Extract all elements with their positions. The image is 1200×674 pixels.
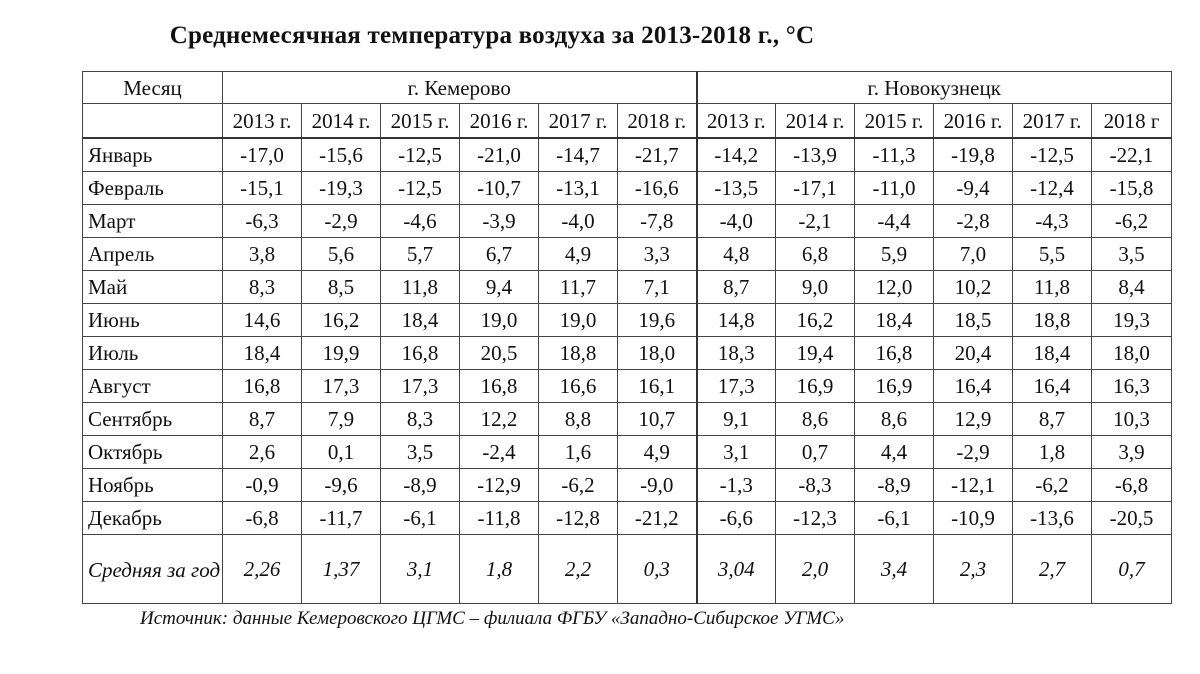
temperature-cell: -4,6 [381, 205, 460, 238]
temperature-cell: 7,1 [618, 271, 697, 304]
temperature-cell: -2,8 [934, 205, 1013, 238]
temperature-cell: 3,5 [381, 436, 460, 469]
temperature-cell: -6,2 [1092, 205, 1172, 238]
temperature-cell: 17,3 [697, 370, 776, 403]
temperature-cell: 7,0 [934, 238, 1013, 271]
temperature-cell: -7,8 [618, 205, 697, 238]
temperature-cell: 19,0 [460, 304, 539, 337]
temperature-cell: 17,3 [381, 370, 460, 403]
temperature-cell: -9,6 [302, 469, 381, 502]
table-row [83, 337, 1172, 370]
temperature-cell: 16,8 [223, 370, 302, 403]
average-value-cell: 2,26 [223, 535, 302, 604]
month-cell: Январь [83, 138, 223, 172]
header-row-cities [83, 72, 1172, 104]
temperature-cell: -15,6 [302, 138, 381, 172]
temperature-cell: -13,9 [776, 138, 855, 172]
temperature-cell: 19,9 [302, 337, 381, 370]
temperature-cell: 9,1 [697, 403, 776, 436]
temperature-cell: 11,7 [539, 271, 618, 304]
temperature-cell: -9,4 [934, 172, 1013, 205]
header-row-years [83, 104, 1172, 139]
temperature-cell: -12,3 [776, 502, 855, 535]
temperature-cell: -2,9 [934, 436, 1013, 469]
month-cell: Апрель [83, 238, 223, 271]
temperature-cell: -9,0 [618, 469, 697, 502]
temperature-cell: 18,0 [1092, 337, 1172, 370]
city-header-novokuznetsk: г. Новокузнецк [697, 72, 1172, 104]
temperature-cell: 1,8 [1013, 436, 1092, 469]
temperature-cell: 1,6 [539, 436, 618, 469]
temperature-cell: -4,3 [1013, 205, 1092, 238]
year-header: 2014 г. [776, 104, 855, 139]
temperature-cell: 17,3 [302, 370, 381, 403]
temperature-table [82, 71, 1172, 604]
temperature-cell: -6,8 [223, 502, 302, 535]
average-value-cell: 0,7 [1092, 535, 1172, 604]
temperature-cell: 14,6 [223, 304, 302, 337]
temperature-cell: 11,8 [1013, 271, 1092, 304]
temperature-cell: 14,8 [697, 304, 776, 337]
temperature-cell: 18,5 [934, 304, 1013, 337]
temperature-cell: 12,2 [460, 403, 539, 436]
temperature-cell: -22,1 [1092, 138, 1172, 172]
temperature-cell: 3,5 [1092, 238, 1172, 271]
temperature-cell: 8,7 [697, 271, 776, 304]
table-row [83, 436, 1172, 469]
temperature-cell: -12,1 [934, 469, 1013, 502]
temperature-cell: 4,4 [855, 436, 934, 469]
temperature-cell: 8,3 [381, 403, 460, 436]
temperature-cell: -19,3 [302, 172, 381, 205]
temperature-cell: 16,8 [855, 337, 934, 370]
temperature-cell: 16,6 [539, 370, 618, 403]
table-row [83, 138, 1172, 172]
month-cell: Май [83, 271, 223, 304]
temperature-cell: 4,9 [539, 238, 618, 271]
table-row [83, 469, 1172, 502]
temperature-cell: -14,2 [697, 138, 776, 172]
temperature-cell: 5,5 [1013, 238, 1092, 271]
average-label-cell: Средняя за год [83, 535, 223, 604]
temperature-cell: 3,1 [697, 436, 776, 469]
average-value-cell: 3,1 [381, 535, 460, 604]
temperature-cell: 10,3 [1092, 403, 1172, 436]
table-row [83, 271, 1172, 304]
month-cell: Ноябрь [83, 469, 223, 502]
temperature-cell: -8,9 [381, 469, 460, 502]
temperature-cell: 4,9 [618, 436, 697, 469]
temperature-cell: 19,4 [776, 337, 855, 370]
year-header: 2015 г. [855, 104, 934, 139]
temperature-cell: 6,7 [460, 238, 539, 271]
table-row [83, 403, 1172, 436]
temperature-cell: -6,3 [223, 205, 302, 238]
temperature-cell: -8,3 [776, 469, 855, 502]
average-value-cell: 3,4 [855, 535, 934, 604]
month-cell: Декабрь [83, 502, 223, 535]
table-row [83, 370, 1172, 403]
temperature-cell: -15,1 [223, 172, 302, 205]
table-title-text: Среднемесячная температура воздуха за 2013-2018 г., °С [169, 22, 815, 49]
temperature-cell: 11,8 [381, 271, 460, 304]
temperature-cell: 16,9 [855, 370, 934, 403]
month-cell: Август [83, 370, 223, 403]
temperature-cell: -17,1 [776, 172, 855, 205]
year-header: 2016 г. [934, 104, 1013, 139]
temperature-cell: 19,6 [618, 304, 697, 337]
temperature-cell: -6,2 [539, 469, 618, 502]
temperature-cell: 6,8 [776, 238, 855, 271]
temperature-cell: 8,7 [223, 403, 302, 436]
month-cell: Июль [83, 337, 223, 370]
source-note: Источник: данные Кемеровского ЦГМС – филиала ФГБУ «Западно-Сибирское УГМС» [140, 608, 845, 629]
temperature-cell: 18,8 [539, 337, 618, 370]
average-value-cell: 0,3 [618, 535, 697, 604]
average-value-cell: 2,7 [1013, 535, 1092, 604]
table-row [83, 172, 1172, 205]
year-header: 2013 г. [223, 104, 302, 139]
temperature-cell: 8,7 [1013, 403, 1092, 436]
year-header: 2015 г. [381, 104, 460, 139]
table-title [0, 22, 1200, 50]
average-value-cell: 2,0 [776, 535, 855, 604]
temperature-cell: 16,2 [776, 304, 855, 337]
average-value-cell: 1,37 [302, 535, 381, 604]
temperature-cell: -13,1 [539, 172, 618, 205]
temperature-cell: 16,3 [1092, 370, 1172, 403]
temperature-cell: -2,4 [460, 436, 539, 469]
year-header: 2018 г. [618, 104, 697, 139]
temperature-cell: 3,9 [1092, 436, 1172, 469]
temperature-cell: -10,9 [934, 502, 1013, 535]
city-header-kemerovo: г. Кемерово [223, 72, 697, 104]
table-row [83, 238, 1172, 271]
temperature-cell: -13,5 [697, 172, 776, 205]
temperature-cell: -11,8 [460, 502, 539, 535]
temperature-cell: 8,8 [539, 403, 618, 436]
temperature-cell: 12,0 [855, 271, 934, 304]
month-cell: Февраль [83, 172, 223, 205]
temperature-cell: 20,5 [460, 337, 539, 370]
temperature-cell: 5,7 [381, 238, 460, 271]
temperature-cell: 18,3 [697, 337, 776, 370]
average-row [83, 535, 1172, 604]
temperature-cell: -12,5 [381, 138, 460, 172]
temperature-cell: 18,0 [618, 337, 697, 370]
temperature-cell: 4,8 [697, 238, 776, 271]
temperature-cell: 16,4 [934, 370, 1013, 403]
month-cell: Июнь [83, 304, 223, 337]
temperature-cell: 18,4 [1013, 337, 1092, 370]
month-cell: Сентябрь [83, 403, 223, 436]
temperature-cell: -2,1 [776, 205, 855, 238]
year-header: 2014 г. [302, 104, 381, 139]
temperature-cell: 8,4 [1092, 271, 1172, 304]
year-header: 2016 г. [460, 104, 539, 139]
temperature-cell: 8,6 [776, 403, 855, 436]
year-header: 2013 г. [697, 104, 776, 139]
table-row [83, 502, 1172, 535]
temperature-cell: -10,7 [460, 172, 539, 205]
temperature-cell: -12,8 [539, 502, 618, 535]
temperature-cell: 5,6 [302, 238, 381, 271]
table-row [83, 304, 1172, 337]
temperature-cell: -4,4 [855, 205, 934, 238]
temperature-cell: -16,6 [618, 172, 697, 205]
temperature-cell: 12,9 [934, 403, 1013, 436]
temperature-cell: -19,8 [934, 138, 1013, 172]
average-value-cell: 2,3 [934, 535, 1013, 604]
temperature-cell: 18,4 [381, 304, 460, 337]
temperature-cell: 16,4 [1013, 370, 1092, 403]
temperature-cell: 3,3 [618, 238, 697, 271]
year-header: 2017 г. [539, 104, 618, 139]
year-header: 2017 г. [1013, 104, 1092, 139]
empty-header-cell [83, 104, 223, 139]
month-cell: Март [83, 205, 223, 238]
temperature-cell: 16,8 [381, 337, 460, 370]
temperature-cell: 0,7 [776, 436, 855, 469]
temperature-cell: -3,9 [460, 205, 539, 238]
temperature-cell: -11,3 [855, 138, 934, 172]
temperature-cell: -21,0 [460, 138, 539, 172]
temperature-cell: 8,5 [302, 271, 381, 304]
temperature-cell: -6,6 [697, 502, 776, 535]
temperature-cell: 10,2 [934, 271, 1013, 304]
temperature-cell: -1,3 [697, 469, 776, 502]
temperature-cell: -4,0 [697, 205, 776, 238]
temperature-cell: 5,9 [855, 238, 934, 271]
temperature-cell: 16,8 [460, 370, 539, 403]
temperature-cell: -12,9 [460, 469, 539, 502]
temperature-cell: -14,7 [539, 138, 618, 172]
average-value-cell: 3,04 [697, 535, 776, 604]
temperature-cell: -21,2 [618, 502, 697, 535]
temperature-cell: -12,5 [381, 172, 460, 205]
temperature-cell: 0,1 [302, 436, 381, 469]
year-header: 2018 г [1092, 104, 1172, 139]
temperature-cell: -6,1 [381, 502, 460, 535]
temperature-cell: 18,4 [223, 337, 302, 370]
temperature-cell: -12,4 [1013, 172, 1092, 205]
temperature-cell: -6,1 [855, 502, 934, 535]
temperature-cell: -13,6 [1013, 502, 1092, 535]
temperature-cell: -6,8 [1092, 469, 1172, 502]
temperature-cell: -8,9 [855, 469, 934, 502]
temperature-cell: 7,9 [302, 403, 381, 436]
temperature-cell: 8,6 [855, 403, 934, 436]
temperature-cell: 8,3 [223, 271, 302, 304]
average-value-cell: 2,2 [539, 535, 618, 604]
average-value-cell: 1,8 [460, 535, 539, 604]
temperature-cell: 9,4 [460, 271, 539, 304]
temperature-cell: -11,0 [855, 172, 934, 205]
temperature-cell: 19,3 [1092, 304, 1172, 337]
temperature-cell: -11,7 [302, 502, 381, 535]
temperature-cell: -6,2 [1013, 469, 1092, 502]
temperature-cell: -12,5 [1013, 138, 1092, 172]
temperature-cell: 10,7 [618, 403, 697, 436]
temperature-cell: -15,8 [1092, 172, 1172, 205]
temperature-cell: 16,2 [302, 304, 381, 337]
temperature-cell: -4,0 [539, 205, 618, 238]
month-cell: Октябрь [83, 436, 223, 469]
temperature-cell: 20,4 [934, 337, 1013, 370]
temperature-cell: -20,5 [1092, 502, 1172, 535]
temperature-cell: -0,9 [223, 469, 302, 502]
temperature-cell: 16,9 [776, 370, 855, 403]
temperature-cell: 18,4 [855, 304, 934, 337]
temperature-cell: -21,7 [618, 138, 697, 172]
temperature-cell: 16,1 [618, 370, 697, 403]
month-column-header: Месяц [83, 72, 223, 104]
temperature-cell: 3,8 [223, 238, 302, 271]
temperature-cell: -2,9 [302, 205, 381, 238]
table-row [83, 205, 1172, 238]
temperature-cell: 18,8 [1013, 304, 1092, 337]
temperature-cell: 9,0 [776, 271, 855, 304]
temperature-cell: 2,6 [223, 436, 302, 469]
temperature-cell: -17,0 [223, 138, 302, 172]
temperature-cell: 19,0 [539, 304, 618, 337]
